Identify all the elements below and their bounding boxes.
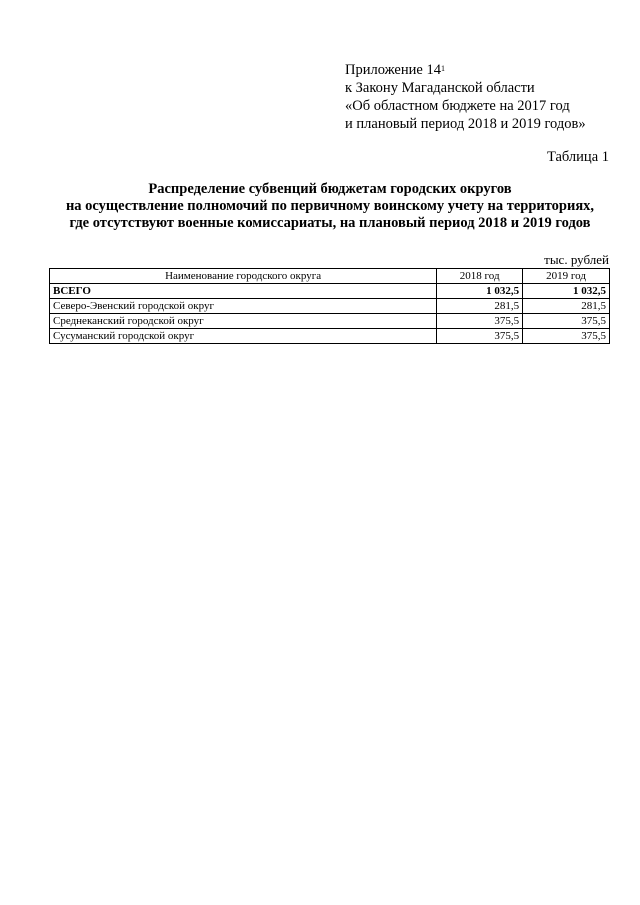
document-title-line-2: на осуществление полномочий по первичному воинскому учету на территориях, — [65, 198, 595, 214]
header-2018: 2018 год — [437, 269, 523, 284]
cell-name: Сусуманский городской округ — [50, 329, 437, 344]
appendix-number — [345, 61, 586, 79]
cell-2019: 375,5 — [523, 314, 610, 329]
appendix-number-superscript: 1 — [440, 64, 445, 73]
appendix-law-title-2: и плановый период 2018 и 2019 годов» — [345, 116, 586, 132]
appendix-law-reference: к Закону Магаданской области — [345, 80, 535, 96]
table-row — [50, 314, 610, 329]
units-label: тыс. рублей — [544, 252, 609, 267]
header-2019: 2019 год — [523, 269, 610, 284]
appendix-number-text: Приложение 14 — [345, 62, 441, 78]
table-header-row — [50, 269, 610, 284]
cell-2019: 1 032,5 — [523, 284, 610, 299]
cell-2018: 1 032,5 — [437, 284, 523, 299]
table-row-total — [50, 284, 610, 299]
document-title — [30, 181, 630, 232]
table-row — [50, 299, 610, 314]
cell-2019: 375,5 — [523, 329, 610, 344]
appendix-law-title-1: «Об областном бюджете на 2017 год — [345, 98, 570, 114]
header-district-name: Наименование городского округа — [50, 269, 437, 284]
subvention-table — [49, 268, 610, 344]
cell-2018: 281,5 — [437, 299, 523, 314]
table-number: Таблица 1 — [546, 149, 609, 165]
cell-2019: 281,5 — [523, 299, 610, 314]
cell-name: Среднеканский городской округ — [50, 314, 437, 329]
document-title-line-3: где отсутствуют военные комиссариаты, на плановый период 2018 и 2019 годов — [69, 215, 591, 231]
document-title-line-1: Распределение субвенций бюджетам городских округов — [148, 181, 512, 197]
cell-2018: 375,5 — [437, 329, 523, 344]
appendix-header — [345, 61, 586, 133]
cell-name: Северо-Эвенский городской округ — [50, 299, 437, 314]
table-row — [50, 329, 610, 344]
cell-name: ВСЕГО — [50, 284, 437, 299]
cell-2018: 375,5 — [437, 314, 523, 329]
